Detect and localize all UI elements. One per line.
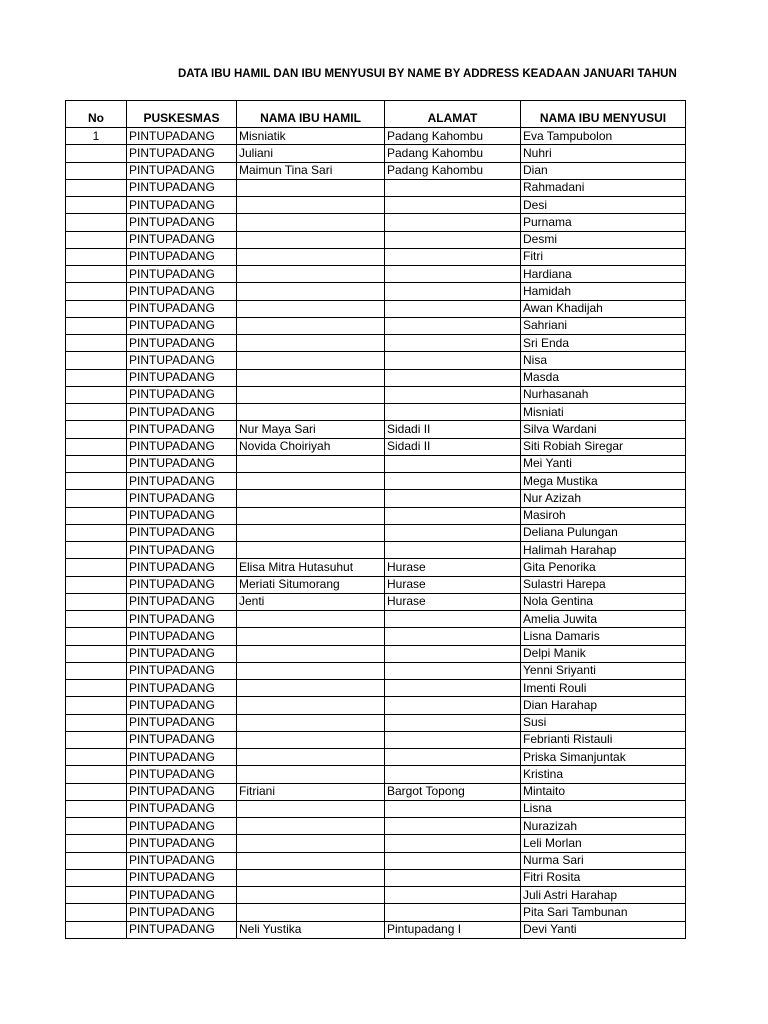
cell-puskesmas: PINTUPADANG [127, 852, 237, 869]
cell-nama-ibu-menyusui: Nurhasanah [521, 386, 686, 403]
cell-no [66, 645, 127, 662]
cell-alamat [385, 852, 521, 869]
cell-puskesmas: PINTUPADANG [127, 404, 237, 421]
cell-puskesmas: PINTUPADANG [127, 248, 237, 265]
document-title: DATA IBU HAMIL DAN IBU MENYUSUI BY NAME BY ADDRESS KEADAAN JANUARI TAHUN [178, 68, 677, 80]
cell-no [66, 352, 127, 369]
cell-puskesmas: PINTUPADANG [127, 835, 237, 852]
table-row [66, 248, 686, 265]
cell-nama-ibu-hamil [237, 680, 385, 697]
cell-puskesmas: PINTUPADANG [127, 473, 237, 490]
cell-puskesmas: PINTUPADANG [127, 300, 237, 317]
cell-alamat [385, 800, 521, 817]
cell-alamat [385, 231, 521, 248]
cell-nama-ibu-menyusui: Misniati [521, 404, 686, 421]
cell-alamat [385, 680, 521, 697]
cell-nama-ibu-menyusui: Priska Simanjuntak [521, 749, 686, 766]
table-row [66, 611, 686, 628]
cell-alamat [385, 404, 521, 421]
cell-puskesmas: PINTUPADANG [127, 542, 237, 559]
cell-puskesmas: PINTUPADANG [127, 628, 237, 645]
cell-no [66, 697, 127, 714]
cell-no [66, 231, 127, 248]
cell-no [66, 593, 127, 610]
cell-nama-ibu-menyusui: Nisa [521, 352, 686, 369]
cell-nama-ibu-menyusui: Awan Khadijah [521, 300, 686, 317]
cell-puskesmas: PINTUPADANG [127, 697, 237, 714]
cell-no [66, 335, 127, 352]
cell-nama-ibu-menyusui: Imenti Rouli [521, 680, 686, 697]
cell-nama-ibu-menyusui: Nuhri [521, 145, 686, 162]
cell-nama-ibu-hamil [237, 386, 385, 403]
cell-nama-ibu-hamil [237, 749, 385, 766]
cell-nama-ibu-hamil [237, 214, 385, 231]
cell-puskesmas: PINTUPADANG [127, 335, 237, 352]
cell-puskesmas: PINTUPADANG [127, 507, 237, 524]
cell-puskesmas: PINTUPADANG [127, 421, 237, 438]
cell-puskesmas: PINTUPADANG [127, 283, 237, 300]
cell-no [66, 835, 127, 852]
cell-nama-ibu-menyusui: Devi Yanti [521, 921, 686, 938]
cell-no [66, 404, 127, 421]
table-row [66, 662, 686, 679]
cell-no [66, 490, 127, 507]
cell-alamat [385, 628, 521, 645]
cell-nama-ibu-hamil [237, 904, 385, 921]
cell-puskesmas: PINTUPADANG [127, 662, 237, 679]
cell-nama-ibu-menyusui: Yenni Sriyanti [521, 662, 686, 679]
table-header-row [66, 101, 686, 128]
cell-nama-ibu-hamil [237, 300, 385, 317]
cell-nama-ibu-menyusui: Hamidah [521, 283, 686, 300]
cell-alamat [385, 714, 521, 731]
cell-nama-ibu-menyusui: Eva Tampubolon [521, 128, 686, 145]
cell-puskesmas: PINTUPADANG [127, 749, 237, 766]
cell-puskesmas: PINTUPADANG [127, 593, 237, 610]
cell-nama-ibu-hamil [237, 283, 385, 300]
table-row [66, 645, 686, 662]
cell-no [66, 818, 127, 835]
cell-no [66, 766, 127, 783]
cell-nama-ibu-hamil [237, 490, 385, 507]
cell-nama-ibu-hamil [237, 852, 385, 869]
cell-no: 1 [66, 128, 127, 145]
cell-nama-ibu-menyusui: Rahmadani [521, 179, 686, 196]
cell-no [66, 559, 127, 576]
cell-no [66, 731, 127, 748]
column-header-puskesmas: PUSKESMAS [127, 101, 237, 128]
table-row [66, 300, 686, 317]
table-row [66, 283, 686, 300]
cell-alamat: Padang Kahombu [385, 128, 521, 145]
cell-nama-ibu-hamil: Elisa Mitra Hutasuhut [237, 559, 385, 576]
column-header-nama-ibu-hamil: NAMA IBU HAMIL [237, 101, 385, 128]
cell-puskesmas: PINTUPADANG [127, 524, 237, 541]
cell-no [66, 783, 127, 800]
table-row [66, 524, 686, 541]
cell-no [66, 179, 127, 196]
cell-nama-ibu-hamil: Neli Yustika [237, 921, 385, 938]
cell-nama-ibu-hamil: Meriati Situmorang [237, 576, 385, 593]
cell-alamat: Sidadi II [385, 438, 521, 455]
cell-no [66, 197, 127, 214]
cell-puskesmas: PINTUPADANG [127, 800, 237, 817]
cell-puskesmas: PINTUPADANG [127, 386, 237, 403]
cell-puskesmas: PINTUPADANG [127, 714, 237, 731]
table-row [66, 697, 686, 714]
cell-nama-ibu-hamil [237, 869, 385, 886]
cell-nama-ibu-hamil [237, 542, 385, 559]
cell-nama-ibu-menyusui: Fitri Rosita [521, 869, 686, 886]
cell-nama-ibu-menyusui: Nur Azizah [521, 490, 686, 507]
table-row [66, 576, 686, 593]
cell-no [66, 317, 127, 334]
cell-alamat [385, 214, 521, 231]
table-row [66, 714, 686, 731]
cell-puskesmas: PINTUPADANG [127, 128, 237, 145]
cell-no [66, 145, 127, 162]
cell-puskesmas: PINTUPADANG [127, 369, 237, 386]
cell-nama-ibu-hamil [237, 714, 385, 731]
cell-no [66, 662, 127, 679]
cell-alamat [385, 835, 521, 852]
cell-alamat [385, 542, 521, 559]
cell-no [66, 455, 127, 472]
cell-puskesmas: PINTUPADANG [127, 559, 237, 576]
table-row [66, 438, 686, 455]
cell-nama-ibu-hamil: Fitriani [237, 783, 385, 800]
cell-alamat [385, 352, 521, 369]
cell-nama-ibu-menyusui: Gita Penorika [521, 559, 686, 576]
cell-nama-ibu-menyusui: Amelia Juwita [521, 611, 686, 628]
table-row [66, 800, 686, 817]
table-row [66, 266, 686, 283]
table-row [66, 783, 686, 800]
cell-nama-ibu-menyusui: Hardiana [521, 266, 686, 283]
cell-nama-ibu-hamil [237, 611, 385, 628]
cell-nama-ibu-hamil: Juliani [237, 145, 385, 162]
cell-no [66, 714, 127, 731]
table-row [66, 214, 686, 231]
table-row [66, 455, 686, 472]
cell-nama-ibu-menyusui: Sulastri Harepa [521, 576, 686, 593]
cell-alamat [385, 179, 521, 196]
cell-nama-ibu-hamil [237, 628, 385, 645]
cell-alamat [385, 455, 521, 472]
cell-nama-ibu-menyusui: Lisna Damaris [521, 628, 686, 645]
cell-nama-ibu-hamil [237, 352, 385, 369]
cell-puskesmas: PINTUPADANG [127, 645, 237, 662]
table-row [66, 128, 686, 145]
cell-no [66, 421, 127, 438]
data-table [65, 100, 686, 939]
cell-puskesmas: PINTUPADANG [127, 455, 237, 472]
cell-nama-ibu-menyusui: Dian Harahap [521, 697, 686, 714]
cell-no [66, 852, 127, 869]
cell-no [66, 369, 127, 386]
cell-alamat [385, 248, 521, 265]
cell-alamat: Sidadi II [385, 421, 521, 438]
cell-nama-ibu-menyusui: Masda [521, 369, 686, 386]
cell-puskesmas: PINTUPADANG [127, 680, 237, 697]
cell-no [66, 283, 127, 300]
cell-nama-ibu-hamil [237, 731, 385, 748]
cell-nama-ibu-menyusui: Nurma Sari [521, 852, 686, 869]
table-row [66, 542, 686, 559]
cell-nama-ibu-menyusui: Febrianti Ristauli [521, 731, 686, 748]
cell-puskesmas: PINTUPADANG [127, 818, 237, 835]
table-row [66, 352, 686, 369]
cell-nama-ibu-hamil [237, 818, 385, 835]
column-header-alamat: ALAMAT [385, 101, 521, 128]
cell-alamat [385, 197, 521, 214]
cell-puskesmas: PINTUPADANG [127, 904, 237, 921]
table-row [66, 145, 686, 162]
cell-nama-ibu-menyusui: Masiroh [521, 507, 686, 524]
cell-puskesmas: PINTUPADANG [127, 783, 237, 800]
cell-puskesmas: PINTUPADANG [127, 179, 237, 196]
cell-nama-ibu-menyusui: Delpi Manik [521, 645, 686, 662]
cell-alamat [385, 697, 521, 714]
cell-nama-ibu-menyusui: Kristina [521, 766, 686, 783]
cell-no [66, 266, 127, 283]
cell-alamat [385, 473, 521, 490]
cell-no [66, 628, 127, 645]
cell-alamat: Bargot Topong [385, 783, 521, 800]
cell-alamat [385, 611, 521, 628]
cell-nama-ibu-hamil: Misniatik [237, 128, 385, 145]
cell-alamat [385, 818, 521, 835]
cell-nama-ibu-menyusui: Juli Astri Harahap [521, 887, 686, 904]
cell-alamat [385, 524, 521, 541]
table-row [66, 835, 686, 852]
table-row [66, 628, 686, 645]
cell-nama-ibu-hamil [237, 455, 385, 472]
cell-alamat [385, 662, 521, 679]
cell-alamat [385, 369, 521, 386]
table-row [66, 335, 686, 352]
cell-nama-ibu-hamil [237, 662, 385, 679]
cell-nama-ibu-hamil [237, 317, 385, 334]
table-row [66, 317, 686, 334]
cell-nama-ibu-hamil: Nur Maya Sari [237, 421, 385, 438]
cell-nama-ibu-menyusui: Deliana Pulungan [521, 524, 686, 541]
cell-nama-ibu-menyusui: Purnama [521, 214, 686, 231]
cell-nama-ibu-hamil [237, 473, 385, 490]
cell-no [66, 214, 127, 231]
cell-nama-ibu-hamil [237, 248, 385, 265]
cell-alamat [385, 869, 521, 886]
cell-no [66, 680, 127, 697]
cell-no [66, 904, 127, 921]
cell-no [66, 542, 127, 559]
cell-puskesmas: PINTUPADANG [127, 611, 237, 628]
table-row [66, 490, 686, 507]
cell-alamat: Hurase [385, 559, 521, 576]
cell-puskesmas: PINTUPADANG [127, 490, 237, 507]
cell-nama-ibu-hamil [237, 766, 385, 783]
cell-nama-ibu-menyusui: Nola Gentina [521, 593, 686, 610]
cell-no [66, 611, 127, 628]
cell-no [66, 300, 127, 317]
cell-puskesmas: PINTUPADANG [127, 145, 237, 162]
cell-nama-ibu-menyusui: Pita Sari Tambunan [521, 904, 686, 921]
cell-puskesmas: PINTUPADANG [127, 869, 237, 886]
table-row [66, 473, 686, 490]
cell-puskesmas: PINTUPADANG [127, 731, 237, 748]
table-row [66, 731, 686, 748]
cell-alamat [385, 645, 521, 662]
cell-nama-ibu-menyusui: Desi [521, 197, 686, 214]
cell-nama-ibu-hamil [237, 887, 385, 904]
table-row [66, 749, 686, 766]
column-header-nama-ibu-menyusui: NAMA IBU MENYUSUI [521, 101, 686, 128]
table-row [66, 904, 686, 921]
cell-no [66, 248, 127, 265]
cell-nama-ibu-hamil [237, 179, 385, 196]
table-row [66, 921, 686, 938]
table-body [66, 128, 686, 939]
cell-no [66, 921, 127, 938]
table-row [66, 386, 686, 403]
table-row [66, 766, 686, 783]
table-row [66, 231, 686, 248]
cell-nama-ibu-menyusui: Sahriani [521, 317, 686, 334]
cell-nama-ibu-hamil [237, 645, 385, 662]
cell-nama-ibu-hamil [237, 197, 385, 214]
cell-nama-ibu-menyusui: Mei Yanti [521, 455, 686, 472]
cell-alamat: Padang Kahombu [385, 145, 521, 162]
cell-nama-ibu-menyusui: Lisna [521, 800, 686, 817]
cell-no [66, 869, 127, 886]
cell-alamat [385, 266, 521, 283]
cell-nama-ibu-menyusui: Silva Wardani [521, 421, 686, 438]
cell-no [66, 507, 127, 524]
cell-nama-ibu-hamil [237, 404, 385, 421]
table-row [66, 507, 686, 524]
cell-nama-ibu-hamil: Novida Choiriyah [237, 438, 385, 455]
table-row [66, 680, 686, 697]
cell-no [66, 800, 127, 817]
cell-alamat [385, 335, 521, 352]
cell-puskesmas: PINTUPADANG [127, 317, 237, 334]
cell-puskesmas: PINTUPADANG [127, 231, 237, 248]
cell-no [66, 386, 127, 403]
table-row [66, 852, 686, 869]
cell-no [66, 887, 127, 904]
cell-puskesmas: PINTUPADANG [127, 887, 237, 904]
cell-alamat [385, 731, 521, 748]
cell-puskesmas: PINTUPADANG [127, 197, 237, 214]
cell-no [66, 162, 127, 179]
cell-no [66, 576, 127, 593]
cell-alamat [385, 766, 521, 783]
table-row [66, 421, 686, 438]
cell-nama-ibu-hamil [237, 524, 385, 541]
table-row [66, 179, 686, 196]
table-row [66, 404, 686, 421]
cell-puskesmas: PINTUPADANG [127, 576, 237, 593]
cell-no [66, 524, 127, 541]
cell-alamat [385, 317, 521, 334]
cell-nama-ibu-menyusui: Fitri [521, 248, 686, 265]
cell-nama-ibu-menyusui: Mintaito [521, 783, 686, 800]
cell-no [66, 749, 127, 766]
cell-nama-ibu-hamil [237, 231, 385, 248]
table-row [66, 818, 686, 835]
cell-alamat [385, 749, 521, 766]
cell-puskesmas: PINTUPADANG [127, 214, 237, 231]
cell-puskesmas: PINTUPADANG [127, 921, 237, 938]
table-row [66, 869, 686, 886]
cell-nama-ibu-menyusui: Mega Mustika [521, 473, 686, 490]
cell-no [66, 473, 127, 490]
cell-nama-ibu-menyusui: Sri Enda [521, 335, 686, 352]
cell-nama-ibu-hamil [237, 335, 385, 352]
cell-no [66, 438, 127, 455]
cell-nama-ibu-hamil: Maimun Tina Sari [237, 162, 385, 179]
cell-nama-ibu-hamil [237, 369, 385, 386]
cell-nama-ibu-hamil [237, 507, 385, 524]
table-row [66, 369, 686, 386]
table-row [66, 593, 686, 610]
cell-puskesmas: PINTUPADANG [127, 162, 237, 179]
cell-puskesmas: PINTUPADANG [127, 266, 237, 283]
cell-nama-ibu-menyusui: Dian [521, 162, 686, 179]
cell-puskesmas: PINTUPADANG [127, 352, 237, 369]
column-header-no: No [66, 101, 127, 128]
cell-alamat: Hurase [385, 576, 521, 593]
cell-nama-ibu-hamil [237, 800, 385, 817]
table-row [66, 197, 686, 214]
cell-nama-ibu-hamil: Jenti [237, 593, 385, 610]
cell-alamat [385, 283, 521, 300]
cell-puskesmas: PINTUPADANG [127, 766, 237, 783]
cell-nama-ibu-hamil [237, 697, 385, 714]
cell-alamat: Padang Kahombu [385, 162, 521, 179]
cell-nama-ibu-hamil [237, 266, 385, 283]
cell-alamat: Pintupadang I [385, 921, 521, 938]
cell-nama-ibu-menyusui: Desmi [521, 231, 686, 248]
cell-alamat [385, 386, 521, 403]
table-row [66, 887, 686, 904]
cell-alamat [385, 490, 521, 507]
cell-nama-ibu-hamil [237, 835, 385, 852]
table-row [66, 559, 686, 576]
cell-nama-ibu-menyusui: Leli Morlan [521, 835, 686, 852]
cell-nama-ibu-menyusui: Susi [521, 714, 686, 731]
cell-nama-ibu-menyusui: Nurazizah [521, 818, 686, 835]
cell-alamat [385, 904, 521, 921]
cell-alamat [385, 300, 521, 317]
cell-puskesmas: PINTUPADANG [127, 438, 237, 455]
cell-alamat [385, 507, 521, 524]
cell-nama-ibu-menyusui: Halimah Harahap [521, 542, 686, 559]
table-row [66, 162, 686, 179]
cell-alamat: Hurase [385, 593, 521, 610]
cell-alamat [385, 887, 521, 904]
cell-nama-ibu-menyusui: Siti Robiah Siregar [521, 438, 686, 455]
